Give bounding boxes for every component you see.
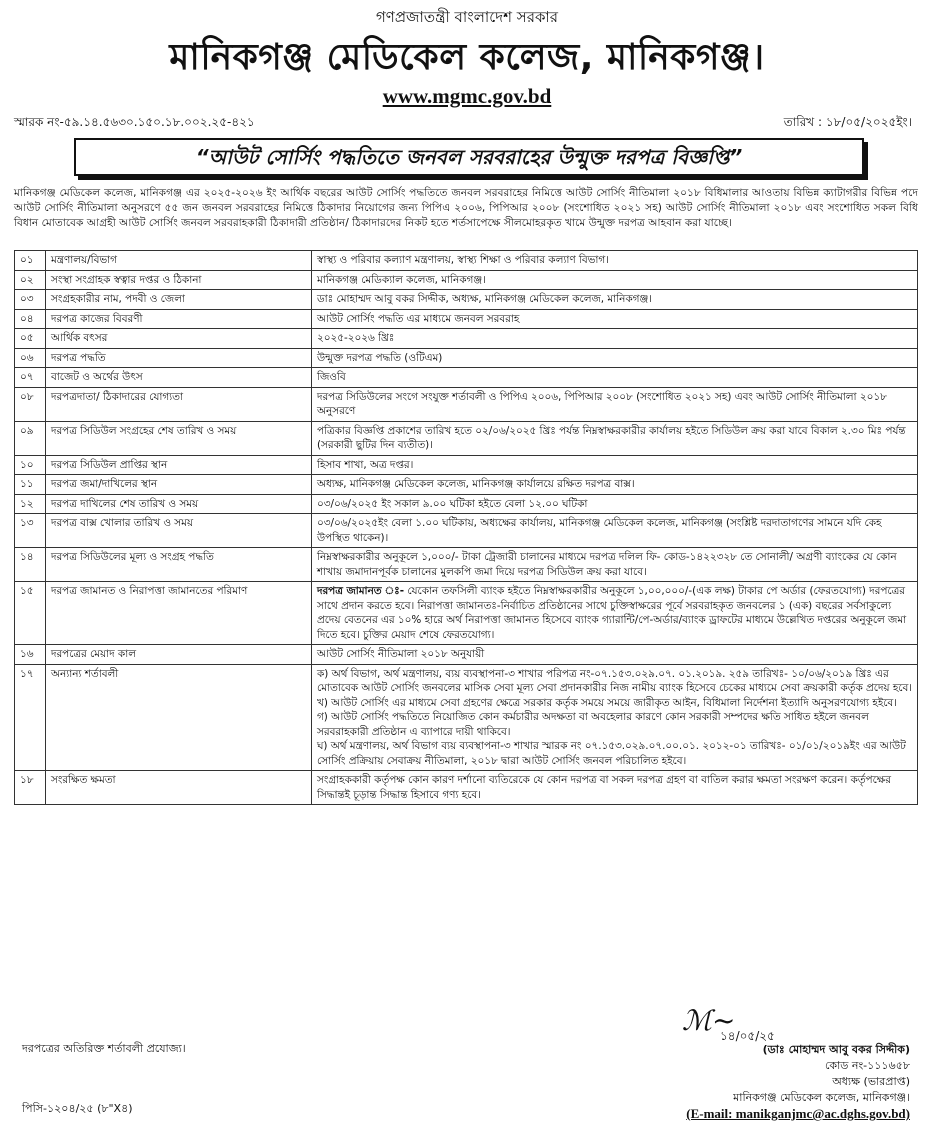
row-item: দরপত্রের মেয়াদ কাল [46, 645, 312, 665]
row-number: ০২ [15, 270, 46, 290]
row-number: ০৪ [15, 309, 46, 329]
government-line: গণপ্রজাতন্ত্রী বাংলাদেশ সরকার [375, 8, 559, 26]
row-value-text: আউট সোর্সিং পদ্ধতি এর মাধ্যমে জনবল সরবরাহ [317, 312, 520, 325]
row-value-text: নিম্নস্বাক্ষরকারীর অনুকূলে ১,০০০/- টাকা ট্রেজারী চালানের মাধ্যমে দরপত্র দলিল ফি- কোড-১৪২২৩২৮ তে সোনালী/ অগ্রণী ব্যাংকের যে কোন শাখায় জমাদানপূর্বক চালানের মুলকপি জমা দিয়ে দরপত্র সিডিউল ক্রয় করা যাবে। [317, 551, 897, 578]
row-value [312, 475, 918, 495]
row-value [312, 329, 918, 349]
row-item: দরপত্র কাজের বিবরণী [46, 309, 312, 329]
row-value-text: ডাঃ মোহাম্মদ আবু বকর সিদ্দীক, অধ্যক্ষ, মানিকগঞ্জ মেডিকেল কলেজ, মানিকগঞ্জ। [317, 293, 652, 305]
table-row [15, 270, 918, 290]
signer-office: মানিকগঞ্জ মেডিকেল কলেজ, মানিকগঞ্জ। [733, 1091, 910, 1104]
row-value [312, 309, 918, 329]
row-item: দরপত্র জমা/দাখিলের স্থান [46, 475, 312, 495]
row-item: দরপত্র সিডিউল সংগ্রহের শেষ তারিখ ও সময় [46, 421, 312, 455]
row-number: ১১ [15, 475, 46, 495]
condition-line: গ) আউট সোর্সিং পদ্ধতিতে নিয়োজিত কোন কর্মচারীর অদক্ষতা বা অবহেলার কারণে কোন সরকারী সম্পদের ক্ষতি সাধিত হইলে জনবল সরবরাহকারী প্রতিষ্ঠান এ ব্যাপারে দায়ী থাকিবে। [317, 711, 869, 738]
college-name: মানিকগঞ্জ মেডিকেল কলেজ, মানিকগঞ্জ। [169, 37, 765, 78]
table-row [15, 309, 918, 329]
row-value-text: অধ্যক্ষ, মানিকগঞ্জ মেডিকেল কলেজ, মানিকগঞ্জ কার্যালয়ে রক্ষিত দরপত্র বাক্স। [317, 478, 635, 490]
table-row [15, 290, 918, 310]
additional-terms-note: দরপত্রের অতিরিক্ত শর্তাবলী প্রযোজ্য। [22, 1042, 186, 1055]
condition-line: ঘ) অর্থ মন্ত্রণালয়, অর্থ বিভাগ ব্যয় ব্যবস্থাপনা-৩ শাখার স্মারক নং ০৭.১৫৩.০২৯.০৭.০০.০১. ২০১২-০১ তারিখঃ- ০১/০১/২০১৯ইং এর আউট সোর্সিং প্রক্রিয়ায় সেবাক্রয় নীতিমালা, ২০১৮ দ্বারা আউট সোর্সিং জনবল পরিচালিত হইবে। [317, 740, 906, 767]
table-row [15, 368, 918, 388]
row-value-text: যেকোন তফসিলী ব্যাংক হইতে নিম্নস্বাক্ষরকারীর অনুকূলে ১,০০,০০০/-(এক লক্ষ) টাকার পে অর্ডার (ফেরতযোগ্য) দরপত্রের সাথে প্রদান করতে হবে। নিরাপত্তা জামানতঃ-নির্বাচিত প্রতিষ্ঠানের সাথে চুক্তিস্বাক্ষরের পূর্বে সরবরাহকৃত জনবলের ১ (এক) বছরের সর্বসাকুল্যে প্রদেয় বেতনের এর ১০% হারে অর্থ নিরাপত্তা জামানত হিসেবে ব্যাংক গ্যারান্টি/পে-অর্ডার/ব্যাংক ড্রাফটের মাধ্যমে উল্লেখিত দপ্তরের অনুকূলে জমা দিতে হবে। চুক্তির মেয়াদ শেষে ফেরতযোগ্য। [317, 585, 907, 641]
table-row [15, 664, 918, 771]
row-value-text: দরপত্র সিডিউলের সংগে সংযুক্ত শর্তাবলী ও পিপিএ ২০০৬, পিপিআর ২০০৮ (সংশোধিত ২০২১ সহ) এবং আউট সোর্সিং নীতিমালা ২০১৮ অনুসরণে [317, 390, 887, 417]
row-value [312, 368, 918, 388]
row-number: ০৬ [15, 348, 46, 368]
row-item: বাজেট ও অর্থের উৎস [46, 368, 312, 388]
notice-date: তারিখ : ১৮/০৫/২০২৫ইং। [783, 115, 912, 129]
row-item: দরপত্র জামানত ও নিরাপত্তা জামানতের পরিমাণ [46, 582, 312, 645]
row-value [312, 494, 918, 514]
signature-date: ১৪/০৫/২৫ [720, 1029, 775, 1043]
row-value-text: সংগ্রাহককারী কর্তৃপক্ষ কোন কারণ দর্শানো ব্যতিরেকে যে কোন দরপত্র বা সকল দরপত্র গ্রহণ বা বাতিল করার ক্ষমতা সংরক্ষণ করেন। কর্তৃপক্ষের সিদ্ধান্তই চূড়ান্ত সিদ্ধান্ত হিসাবে গণ্য হবে। [317, 774, 891, 801]
row-value [312, 348, 918, 368]
table-row [15, 421, 918, 455]
row-value-text: পত্রিকার বিজ্ঞপ্তি প্রকাশের তারিখ হতে ০২/০৬/২০২৫ খ্রিঃ পর্যন্ত নিম্নস্বাক্ষরকারীর কার্যালয় হইতে সিডিউল ক্রয় করা যাবে বিকাল ২.৩০ মিঃ পর্যন্ত (সরকারী ছুটির দিন ব্যতীত)। [317, 424, 906, 451]
row-item: দরপত্র দাখিলের শেষ তারিখ ও সময় [46, 494, 312, 514]
row-value [312, 548, 918, 582]
row-value-lead: দরপত্র জামানত ঃ- [317, 585, 405, 597]
table-row [15, 582, 918, 645]
condition-line: খ) আউট সোর্সিং এর মাধ্যমে সেবা গ্রহণের ক্ষেত্রে সরকার কর্তৃক সময়ে সময়ে জারীকৃত আইন, বিধিমালা নির্দেশনা ইত্যাদি অনুসরণযোগ্য হইবে। [317, 696, 897, 709]
row-number: ১৭ [15, 664, 46, 771]
row-item: দরপত্রদাতা/ ঠিকাদারের যোগ্যতা [46, 387, 312, 421]
row-value [312, 771, 918, 805]
row-number: ১৫ [15, 582, 46, 645]
row-value [312, 455, 918, 475]
row-value [312, 664, 918, 771]
row-number: ১৩ [15, 514, 46, 548]
row-value [312, 270, 918, 290]
row-value-text: ০৩/০৬/২০২৫ ইং সকাল ৯.০০ ঘটিকা হইতে বেলা ১২.০০ ঘটিকা [317, 497, 588, 510]
row-number: ০৩ [15, 290, 46, 310]
table-row [15, 251, 918, 271]
condition-line: ক) অর্থ বিভাগ, অর্থ মন্ত্রণালয়, ব্যয় ব্যবস্থাপনা-৩ শাখার পরিপত্র নং-০৭.১৫৩.০২৯.০৭. ০১.২০১৯. ২৫৯ তারিখঃ- ১০/০৬/২০১৯ খ্রিঃ এর মোতাবেক আউট সোর্সিং জনবলের মাসিক সেবা মূল্য সেবা প্রদানকারীর নিজ নামীয় ব্যাংক হিসেবে চেকের মাধ্যমে সেবা ক্রয়কারী কর্তৃক প্রদেয় হবে। [317, 667, 912, 694]
row-value-text: ২০২৫-২০২৬ খ্রিঃ [317, 332, 395, 344]
notice-title: “আউট সোর্সিং পদ্ধতিতে জনবল সরবরাহের উন্মুক্ত দরপত্র বিজ্ঞপ্তি” [74, 138, 864, 176]
row-item: আর্থিক বৎসর [46, 329, 312, 349]
row-value [312, 251, 918, 271]
row-item: দরপত্র পদ্ধতি [46, 348, 312, 368]
signer-block [600, 1042, 910, 1122]
row-number: ০৯ [15, 421, 46, 455]
row-number: ০৭ [15, 368, 46, 388]
row-item: দরপত্র সিডিউল প্রাপ্তির স্থান [46, 455, 312, 475]
row-value [312, 421, 918, 455]
row-number: ১৬ [15, 645, 46, 665]
row-value [312, 645, 918, 665]
table-row [15, 329, 918, 349]
table-row [15, 348, 918, 368]
website-link[interactable]: www.mgmc.gov.bd [382, 84, 552, 108]
signer-title: অধ্যক্ষ (ভারপ্রাপ্ত) [832, 1075, 910, 1088]
row-value-text: মানিকগঞ্জ মেডিক্যাল কলেজ, মানিকগঞ্জ। [317, 273, 486, 286]
row-item: দরপত্র বাক্স খোলার তারিখ ও সময় [46, 514, 312, 548]
row-item: অন্যান্য শর্তাবলী [46, 664, 312, 771]
memo-number: স্মারক নং-৫৯.১৪.৫৬৩০.১৫০.১৮.০০২.২৫-৪২১ [14, 115, 255, 129]
table-row [15, 494, 918, 514]
row-item: সংরক্ষিত ক্ষমতা [46, 771, 312, 805]
row-value-text: ০৩/০৬/২০২৫ইং বেলা ১.০০ ঘটিকায়, অধ্যক্ষের কার্যালয়, মানিকগঞ্জ মেডিকেল কলেজ, মানিকগঞ্জ (সংশ্লিষ্ট দরদাতাগণের সামনে যদি কেহ উপস্থিত থাকেন)। [317, 517, 882, 544]
row-value [312, 387, 918, 421]
row-number: ০৫ [15, 329, 46, 349]
signer-name: (ডাঃ মোহাম্মদ আবু বকর সিদ্দীক) [762, 1043, 910, 1056]
signer-code: কোড নং-১১১৬৫৮ [824, 1059, 910, 1072]
row-number: ০৮ [15, 387, 46, 421]
row-value-text: স্বাস্থ্য ও পরিবার কল্যাণ মন্ত্রণালয়, স্বাস্থ্য শিক্ষা ও পরিবার কল্যাণ বিভাগ। [317, 254, 609, 266]
row-number: ০১ [15, 251, 46, 271]
row-number: ১৮ [15, 771, 46, 805]
row-item: সংস্থা সংগ্রাহক স্বত্বার দপ্তর ও ঠিকানা [46, 270, 312, 290]
print-code: পিসি-১২০৪/২৫ (৮"X৪) [22, 1102, 133, 1115]
row-item: মন্ত্রণালয়/বিভাগ [46, 251, 312, 271]
row-number: ১৪ [15, 548, 46, 582]
row-value-text: জিওবি [317, 371, 346, 383]
table-row [15, 455, 918, 475]
table-row [15, 645, 918, 665]
table-row [15, 387, 918, 421]
intro-paragraph: মানিকগঞ্জ মেডিকেল কলেজ, মানিকগঞ্জ এর ২০২৫-২০২৬ ইং আর্থিক বছরের আউট সোর্সিং পদ্ধতিতে জনবল সরবরাহের নিমিত্তে আউট সোর্সিং নীতিমালা ২০১৮ বিধিমালার আওতায় বিভিন্ন ক্যাটাগরীর বিভিন্ন পদে আউট সোর্সিং নীতিমালা অনুসরণে ৫৫ জন জনবল সরবরাহের নিমিত্তে ঠিকাদার নিয়োগের জন্য পিপিএ ২০০৬, পিপিআর ২০০৮ (সংশোধিত ২০২১ সহ) আউট সোর্সিং নীতিমালা ২০১৮ এবং সংশোধিত সকল বিধি বিধান মোতাবেক আগ্রহী আউট সোর্সিং জনবল সরবরাহকারী ঠিকাদারী প্রতিষ্ঠান/ ঠিকাদারদের নিকট হতে শর্তসাপেক্ষে সীলমোহরকৃত খামে উন্মুক্ত দরপত্র আহবান করা যাচ্ছে। [14, 187, 918, 229]
signature: ℳ~ [682, 1004, 736, 1037]
table-row [15, 514, 918, 548]
row-value [312, 514, 918, 548]
table-row [15, 475, 918, 495]
row-value [312, 582, 918, 645]
row-value [312, 290, 918, 310]
signer-email[interactable]: (E-mail: manikganjmc@ac.dghs.gov.bd) [686, 1106, 910, 1121]
row-item: দরপত্র সিডিউলের মূল্য ও সংগ্রহ পদ্ধতি [46, 548, 312, 582]
row-value-text: হিসাব শাখা, অত্র দপ্তর। [317, 458, 414, 471]
table-row [15, 771, 918, 805]
row-number: ১২ [15, 494, 46, 514]
row-item: সংগ্রহকারীর নাম, পদবী ও জেলা [46, 290, 312, 310]
row-value-text: উন্মুক্ত দরপত্র পদ্ধতি (ওটিএম) [317, 351, 443, 364]
row-value-text: আউট সোর্সিং নীতিমালা ২০১৮ অনুযায়ী [317, 648, 485, 660]
row-number: ১০ [15, 455, 46, 475]
tender-details-table [14, 250, 918, 805]
table-row [15, 548, 918, 582]
